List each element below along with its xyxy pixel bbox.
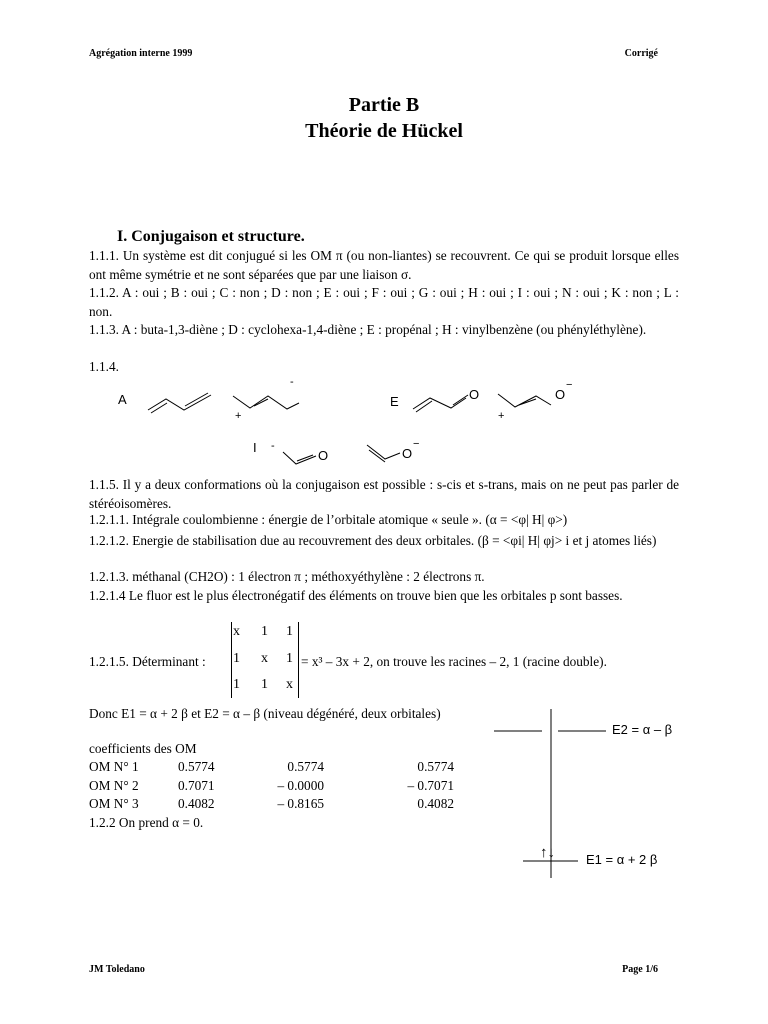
energy-diagram [490, 705, 720, 885]
det-cell: 1 [261, 624, 268, 639]
determinant-result: = x³ – 3x + 2, on trouve les racines – 2, 1 (racine double). [301, 654, 607, 669]
energy-level-e1: E1 = α + 2 β [586, 852, 658, 867]
charge-minus-i2: − [413, 438, 420, 450]
para-1-1-3: 1.1.3. A : buta-1,3-diène ; D : cyclohexa-1,4-diène ; E : propénal ; H : vinylbenzène (ou phényléthylène). [89, 322, 647, 337]
om-label: OM N° 3 [89, 796, 139, 811]
om-coef: 0.4082 [417, 796, 454, 811]
section-heading: I. Conjugaison et structure. [117, 228, 305, 245]
table-row [89, 795, 469, 814]
om-coef: – 0.0000 [277, 777, 324, 793]
oxygen-i-anion: O [402, 446, 413, 461]
header-right: Corrigé [624, 48, 658, 59]
om-coef: 0.5774 [178, 759, 215, 774]
para-1-1-4: 1.1.4. [89, 359, 119, 374]
oxygen-i: O [318, 448, 329, 463]
oxygen-e-anion: O [555, 387, 566, 402]
para-1-2-2: 1.2.2 On prend α = 0. [89, 815, 204, 830]
para-1-1-5: 1.1.5. Il y a deux conformations où la conjugaison est possible : s-cis et s-trans, mais on ne peut pas parler de stéréoisomères. [89, 477, 679, 511]
charge-plus-e: + [498, 410, 505, 422]
om-table [89, 758, 469, 814]
determinant-label: 1.2.1.5. Déterminant : [89, 654, 206, 669]
det-cell: x [261, 651, 268, 666]
footer-right: Page 1/6 [622, 964, 658, 975]
det-cell: x [286, 677, 293, 692]
electron-pair-icon: ↑↓ [540, 844, 555, 861]
charge-minus-i: - [271, 440, 275, 452]
det-cell: 1 [286, 651, 293, 666]
para-1-2-1-2: 1.2.1.2. Energie de stabilisation due au recouvrement des deux orbitales. (β = <φi| H| φj> i et j atomes liés) [89, 533, 657, 548]
page-subtitle: Théorie de Hückel [305, 120, 463, 142]
energy-level-e2: E2 = α – β [612, 722, 673, 737]
page-title: Partie B [348, 94, 420, 116]
para-1-2-1-4: 1.2.1.4 Le fluor est le plus électronégatif des éléments on trouve bien que les orbitales p sont basses. [89, 588, 623, 603]
det-cell: 1 [261, 677, 268, 692]
det-cell: x [233, 624, 240, 639]
para-1-1-1: 1.1.1. Un système est dit conjugué si les OM π (ou non-liantes) se recouvrent. Ce qui se produit lorsque elles ont même symétrie et ne sont séparées que par une liaison σ. [89, 248, 679, 282]
charge-plus-a: + [235, 410, 242, 422]
om-label: OM N° 1 [89, 759, 139, 774]
energies-text: Donc E1 = α + 2 β et E2 = α – β (niveau dégénéré, deux orbitales) [89, 706, 441, 721]
footer-left: JM Toledano [89, 964, 145, 975]
para-1-1-2: 1.1.2. A : oui ; B : oui ; C : non ; D : non ; E : oui ; F : oui ; G : oui ; H : oui ; I : oui ; N : oui ; K : non ; L : non. [89, 285, 679, 319]
molecule-label-e: E [390, 394, 399, 409]
det-cell: 1 [233, 651, 240, 666]
molecule-label-i: I [253, 440, 257, 455]
om-coef: – 0.7071 [407, 777, 454, 793]
om-coef: 0.5774 [417, 759, 454, 774]
header-left: Agrégation interne 1999 [89, 48, 193, 59]
molecule-label-a: A [118, 392, 127, 407]
det-cell: 1 [233, 677, 240, 692]
om-coef: 0.7071 [178, 777, 215, 793]
determinant-left-bar [231, 622, 232, 698]
charge-minus-e: − [566, 379, 573, 391]
om-coef: 0.5774 [287, 759, 324, 774]
om-label: OM N° 2 [89, 777, 139, 793]
molecule-figure [0, 370, 768, 470]
om-coef: – 0.8165 [277, 796, 324, 811]
det-cell: 1 [286, 624, 293, 639]
determinant-right-bar [298, 622, 299, 698]
oxygen-e: O [469, 387, 480, 402]
charge-minus-a: - [290, 376, 294, 388]
molecule-skeletons [0, 370, 768, 470]
table-row [89, 777, 469, 796]
para-1-2-1-1: 1.2.1.1. Intégrale coulombienne : énergie de l’orbitale atomique « seule ». (α = <φ| H| φ>) [89, 512, 568, 527]
para-1-2-1-3: 1.2.1.3. méthanal (CH2O) : 1 électron π ; méthoxyéthylène : 2 électrons π. [89, 569, 485, 584]
table-row [89, 758, 469, 777]
coefficients-title: coefficients des OM [89, 741, 197, 756]
om-coef: 0.4082 [178, 796, 215, 811]
